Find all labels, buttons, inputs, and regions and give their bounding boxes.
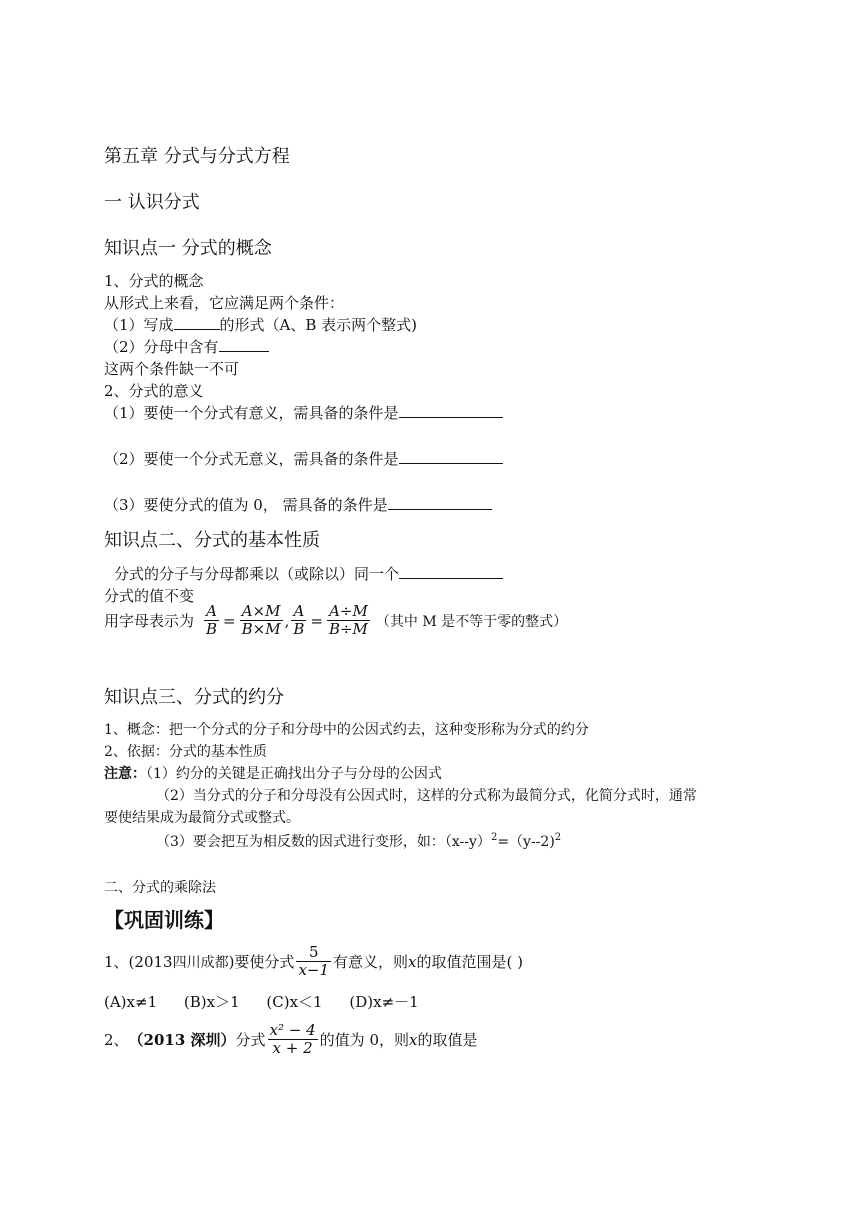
fraction-numerator: A [204, 603, 219, 621]
fill-blank[interactable] [399, 403, 503, 418]
q1-prefix: 1、(2013 [104, 953, 173, 971]
kp3-note3 [156, 831, 561, 851]
option-c[interactable]: (C)x＜1 [266, 993, 323, 1011]
kp1-item1-title: 1、分式的概念 [104, 272, 204, 290]
fill-blank[interactable] [388, 495, 492, 510]
kp3-line1: 1、概念：把一个分式的分子和分母中的公因式约去，这种变形称为分式的约分 [104, 722, 589, 738]
kp1-q1 [104, 402, 503, 423]
kp1-cond1-b: 的形式（A、B 表示两个整式) [219, 316, 418, 334]
kp1-heading: 知识点一 分式的概念 [104, 238, 272, 259]
kp1-q3-text: （3）要使分式的值为 0， 需具备的条件是 [104, 496, 388, 514]
kp1-q2 [104, 448, 503, 469]
q2-source: （2013 深圳） [128, 1031, 236, 1049]
question-2 [104, 1022, 477, 1057]
practice-title: 【巩固训练】 [104, 908, 224, 932]
kp2-heading: 知识点二、分式的基本性质 [104, 530, 320, 551]
kp3-line2: 2、依据：分式的基本性质 [104, 744, 267, 760]
fill-blank[interactable] [399, 449, 503, 464]
exponent: 2 [554, 832, 562, 843]
q1-var: x [408, 952, 417, 971]
kp3-note3b: =（y--2) [497, 834, 555, 850]
fraction-times-m [240, 603, 283, 638]
q2-mid: 分式 [235, 1031, 266, 1049]
kp3-heading: 知识点三、分式的约分 [104, 687, 284, 708]
kp1-cond2 [104, 336, 269, 357]
chapter-title: 第五章 分式与分式方程 [104, 146, 290, 167]
exponent: 2 [490, 832, 498, 843]
section2-title: 二、分式的乘除法 [104, 880, 216, 896]
kp1-cond1 [104, 314, 417, 335]
kp1-cond2-text: （2）分母中含有 [104, 338, 219, 356]
question-1 [104, 944, 523, 979]
q2-suffix-b: 的取值是 [417, 1031, 478, 1049]
q1-mid: )要使分式 [228, 953, 295, 971]
fraction-numerator: 5 [296, 944, 331, 962]
kp1-cond1-a: （1）写成 [104, 316, 174, 334]
q2-suffix-a: 的值为 0，则 [319, 1031, 409, 1049]
fraction-denominator: x−1 [298, 961, 330, 979]
q1-options [104, 991, 419, 1012]
fraction-divide-m [327, 603, 370, 638]
kp3-note3a: （3）要会把互为相反数的因式进行变形，如：（x--y） [156, 834, 491, 850]
section-title: 一 认识分式 [104, 192, 200, 213]
kp3-note2a: （2）当分式的分子和分母没有公因式时，这样的分式称为最简分式，化简分式时，通常 [156, 788, 697, 804]
fill-blank[interactable] [174, 315, 220, 330]
fraction-denominator: x + 2 [272, 1039, 313, 1057]
kp3-note1-text: （1）约分的关键是正确找出分子与分母的公因式 [146, 766, 442, 782]
kp1-q2-text: （2）要使一个分式无意义，需具备的条件是 [104, 450, 399, 468]
q1-source: 四川成都 [172, 954, 229, 971]
kp2-formula [104, 603, 567, 638]
kp2-line1 [114, 563, 503, 584]
option-d[interactable]: (D)x≠－1 [349, 993, 419, 1011]
kp3-note2b: 要使结果成为最简分式或整式。 [104, 810, 300, 826]
kp3-note1 [104, 763, 442, 783]
equals-sign: = [223, 611, 236, 630]
kp1-q3 [104, 494, 492, 515]
fraction-denominator: B×M [241, 620, 281, 638]
fraction-denominator: B [293, 620, 305, 638]
kp2-formula-note: （其中 M 是不等于零的整式） [375, 613, 568, 630]
kp1-item2-title: 2、分式的意义 [104, 382, 204, 400]
kp2-line2: 分式的值不变 [104, 587, 195, 605]
q2-fraction [268, 1022, 318, 1057]
fraction-denominator: B÷M [328, 620, 368, 638]
q1-fraction [296, 944, 331, 979]
q2-prefix: 2、 [104, 1031, 129, 1049]
equals-sign: = [310, 611, 323, 630]
kp2-formula-prefix: 用字母表示为 [104, 612, 195, 630]
option-a[interactable]: (A)x≠1 [104, 993, 158, 1011]
fill-blank[interactable] [219, 337, 269, 352]
kp1-q1-text: （1）要使一个分式有意义，需具备的条件是 [104, 404, 399, 422]
q2-var: x [408, 1030, 418, 1049]
fraction-numerator: A×M [240, 603, 283, 621]
fraction-numerator: A÷M [327, 603, 370, 621]
kp1-line1: 从形式上来看，它应满足两个条件： [104, 294, 345, 312]
fill-blank[interactable] [399, 564, 503, 579]
q1-suffix-b: 的取值范围是( ) [416, 953, 523, 971]
note-label: 注意： [104, 766, 146, 782]
option-b[interactable]: (B)x＞1 [183, 993, 240, 1011]
fraction-denominator: B [206, 620, 218, 638]
kp1-line-both: 这两个条件缺一不可 [104, 360, 240, 378]
fraction-a-over-b [204, 603, 219, 638]
comma: , [284, 611, 290, 630]
kp2-line1-text: 分式的分子与分母都乘以（或除以）同一个 [114, 565, 400, 583]
fraction-numerator: A [291, 603, 306, 621]
fraction-a-over-b [291, 603, 306, 638]
q1-suffix-a: 有意义，则 [333, 953, 409, 971]
fraction-numerator: x² − 4 [269, 1021, 316, 1039]
